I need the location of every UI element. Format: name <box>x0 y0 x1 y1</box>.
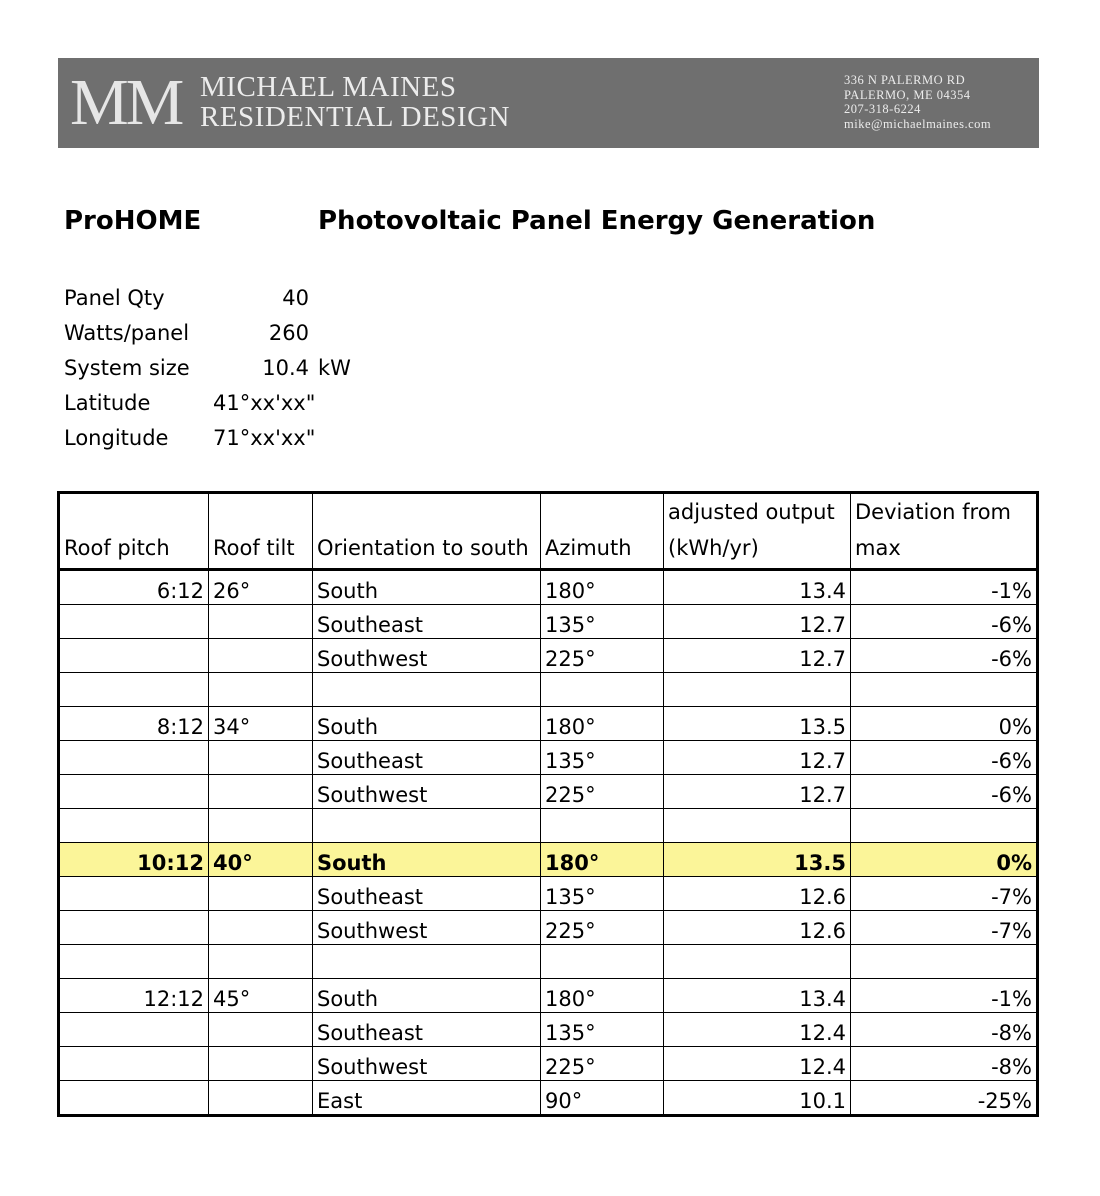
cell-azimuth: 225° <box>541 911 664 945</box>
header-line: adjusted output <box>668 500 835 524</box>
table-row <box>59 877 1038 911</box>
cell-deviation: -6% <box>851 605 1038 639</box>
energy-generation-table <box>57 491 1039 1117</box>
cell-deviation: -8% <box>851 1013 1038 1047</box>
spec-value: 260 <box>268 321 309 345</box>
cell-roof-pitch <box>59 809 209 843</box>
cell-adjusted-output <box>664 673 851 707</box>
address-line1: 336 N PALERMO RD <box>844 73 966 87</box>
col-header-roof-tilt: Roof tilt <box>209 493 313 570</box>
cell-roof-pitch <box>59 639 209 673</box>
cell-azimuth: 135° <box>541 877 664 911</box>
table-row-highlighted <box>59 843 1038 877</box>
table-row <box>59 1047 1038 1081</box>
contact-block <box>844 73 991 131</box>
cell-azimuth: 180° <box>541 843 664 877</box>
header-line: max <box>855 536 901 560</box>
cell-orientation: Southwest <box>313 1047 541 1081</box>
cell-deviation: -7% <box>851 911 1038 945</box>
cell-deviation: -8% <box>851 1047 1038 1081</box>
cell-azimuth: 135° <box>541 605 664 639</box>
spec-label: Latitude <box>64 391 151 415</box>
spec-label: Panel Qty <box>64 286 165 310</box>
cell-adjusted-output: 13.5 <box>664 843 851 877</box>
table-row <box>59 775 1038 809</box>
table-row <box>59 605 1038 639</box>
cell-orientation: Southeast <box>313 741 541 775</box>
cell-roof-tilt <box>209 945 313 979</box>
cell-roof-pitch <box>59 673 209 707</box>
cell-roof-pitch: 12:12 <box>59 979 209 1013</box>
spec-latitude <box>64 391 316 417</box>
cell-roof-tilt <box>209 911 313 945</box>
cell-adjusted-output: 12.7 <box>664 741 851 775</box>
cell-adjusted-output: 12.7 <box>664 639 851 673</box>
letterhead-banner <box>58 58 1039 148</box>
cell-roof-pitch <box>59 1047 209 1081</box>
cell-orientation: Southwest <box>313 775 541 809</box>
cell-roof-pitch <box>59 945 209 979</box>
address-line2: PALERMO, ME 04354 <box>844 87 971 102</box>
spec-system-size <box>64 356 309 382</box>
cell-azimuth: 135° <box>541 741 664 775</box>
cell-azimuth: 225° <box>541 639 664 673</box>
table-row <box>59 570 1038 605</box>
cell-adjusted-output: 10.1 <box>664 1081 851 1116</box>
table-row <box>59 1081 1038 1116</box>
cell-adjusted-output: 13.4 <box>664 570 851 605</box>
firm-name-line2: RESIDENTIAL DESIGN <box>200 101 510 133</box>
cell-roof-pitch <box>59 741 209 775</box>
table-row <box>59 1013 1038 1047</box>
cell-roof-tilt <box>209 877 313 911</box>
cell-azimuth <box>541 673 664 707</box>
cell-deviation: -1% <box>851 979 1038 1013</box>
col-header-azimuth: Azimuth <box>541 493 664 570</box>
cell-orientation: South <box>313 979 541 1013</box>
cell-adjusted-output: 12.6 <box>664 911 851 945</box>
cell-orientation: South <box>313 570 541 605</box>
cell-roof-tilt <box>209 1013 313 1047</box>
cell-roof-pitch <box>59 775 209 809</box>
product-name: ProHOME <box>64 206 202 236</box>
cell-orientation: Southeast <box>313 1013 541 1047</box>
spec-longitude <box>64 426 316 452</box>
cell-orientation <box>313 945 541 979</box>
col-header-adjusted-output <box>664 493 851 570</box>
cell-azimuth: 180° <box>541 570 664 605</box>
cell-roof-tilt: 26° <box>209 570 313 605</box>
cell-adjusted-output: 13.4 <box>664 979 851 1013</box>
cell-deviation: 0% <box>851 707 1038 741</box>
table-row <box>59 639 1038 673</box>
cell-deviation <box>851 673 1038 707</box>
cell-roof-tilt <box>209 741 313 775</box>
spec-panel-qty <box>64 286 309 312</box>
cell-azimuth: 180° <box>541 707 664 741</box>
cell-deviation: -1% <box>851 570 1038 605</box>
cell-deviation: -6% <box>851 639 1038 673</box>
spec-label: Watts/panel <box>64 321 190 345</box>
firm-name <box>200 72 510 132</box>
cell-roof-tilt: 40° <box>209 843 313 877</box>
spec-value: 71°xx'xx" <box>213 426 316 450</box>
cell-deviation: -6% <box>851 741 1038 775</box>
cell-orientation: South <box>313 707 541 741</box>
cell-roof-tilt <box>209 673 313 707</box>
spec-label: Longitude <box>64 426 169 450</box>
spec-watts-per-panel <box>64 321 309 347</box>
cell-azimuth <box>541 945 664 979</box>
cell-adjusted-output: 12.7 <box>664 605 851 639</box>
cell-deviation: -25% <box>851 1081 1038 1116</box>
cell-orientation <box>313 673 541 707</box>
cell-roof-tilt: 34° <box>209 707 313 741</box>
cell-roof-tilt <box>209 775 313 809</box>
cell-orientation: East <box>313 1081 541 1116</box>
header-line: (kWh/yr) <box>668 536 759 560</box>
cell-azimuth: 225° <box>541 1047 664 1081</box>
table-header-row <box>59 493 1038 570</box>
cell-roof-tilt <box>209 605 313 639</box>
cell-roof-tilt <box>209 639 313 673</box>
cell-deviation: -7% <box>851 877 1038 911</box>
cell-orientation: Southeast <box>313 877 541 911</box>
monogram-logo: MM <box>70 66 182 139</box>
cell-roof-pitch <box>59 1013 209 1047</box>
table-row <box>59 911 1038 945</box>
document-title: Photovoltaic Panel Energy Generation <box>318 206 876 236</box>
spec-value: 41°xx'xx" <box>213 391 316 415</box>
cell-orientation: Southeast <box>313 605 541 639</box>
firm-name-line1: MICHAEL MAINES <box>200 71 457 103</box>
phone-number: 207-318-6224 <box>844 102 921 116</box>
cell-roof-pitch <box>59 605 209 639</box>
cell-roof-pitch: 6:12 <box>59 570 209 605</box>
cell-azimuth: 135° <box>541 1013 664 1047</box>
cell-roof-pitch: 8:12 <box>59 707 209 741</box>
cell-orientation <box>313 809 541 843</box>
spec-value: 10.4 <box>262 356 309 380</box>
cell-deviation <box>851 945 1038 979</box>
col-header-roof-pitch: Roof pitch <box>59 493 209 570</box>
cell-adjusted-output: 12.7 <box>664 775 851 809</box>
cell-adjusted-output <box>664 945 851 979</box>
cell-azimuth <box>541 809 664 843</box>
cell-azimuth: 90° <box>541 1081 664 1116</box>
cell-roof-pitch: 10:12 <box>59 843 209 877</box>
cell-roof-pitch <box>59 877 209 911</box>
table-row <box>59 945 1038 979</box>
cell-adjusted-output: 12.6 <box>664 877 851 911</box>
cell-deviation <box>851 809 1038 843</box>
cell-azimuth: 180° <box>541 979 664 1013</box>
cell-orientation: Southwest <box>313 911 541 945</box>
col-header-orientation: Orientation to south <box>313 493 541 570</box>
email-address: mike@michaelmaines.com <box>844 116 992 131</box>
header-line: Deviation from <box>855 500 1011 524</box>
cell-roof-pitch <box>59 1081 209 1116</box>
cell-orientation: Southwest <box>313 639 541 673</box>
table-row <box>59 741 1038 775</box>
cell-deviation: 0% <box>851 843 1038 877</box>
spec-label: System size <box>64 356 190 380</box>
spec-value: 40 <box>282 286 309 310</box>
cell-deviation: -6% <box>851 775 1038 809</box>
cell-roof-tilt <box>209 809 313 843</box>
cell-roof-tilt <box>209 1047 313 1081</box>
table-row <box>59 809 1038 843</box>
cell-roof-tilt: 45° <box>209 979 313 1013</box>
cell-adjusted-output: 12.4 <box>664 1047 851 1081</box>
cell-orientation: South <box>313 843 541 877</box>
cell-azimuth: 225° <box>541 775 664 809</box>
col-header-deviation <box>851 493 1038 570</box>
cell-adjusted-output <box>664 809 851 843</box>
table-row <box>59 979 1038 1013</box>
cell-roof-tilt <box>209 1081 313 1116</box>
cell-roof-pitch <box>59 911 209 945</box>
table-row <box>59 673 1038 707</box>
cell-adjusted-output: 12.4 <box>664 1013 851 1047</box>
table-row <box>59 707 1038 741</box>
cell-adjusted-output: 13.5 <box>664 707 851 741</box>
spec-system-size-unit: kW <box>318 356 351 380</box>
